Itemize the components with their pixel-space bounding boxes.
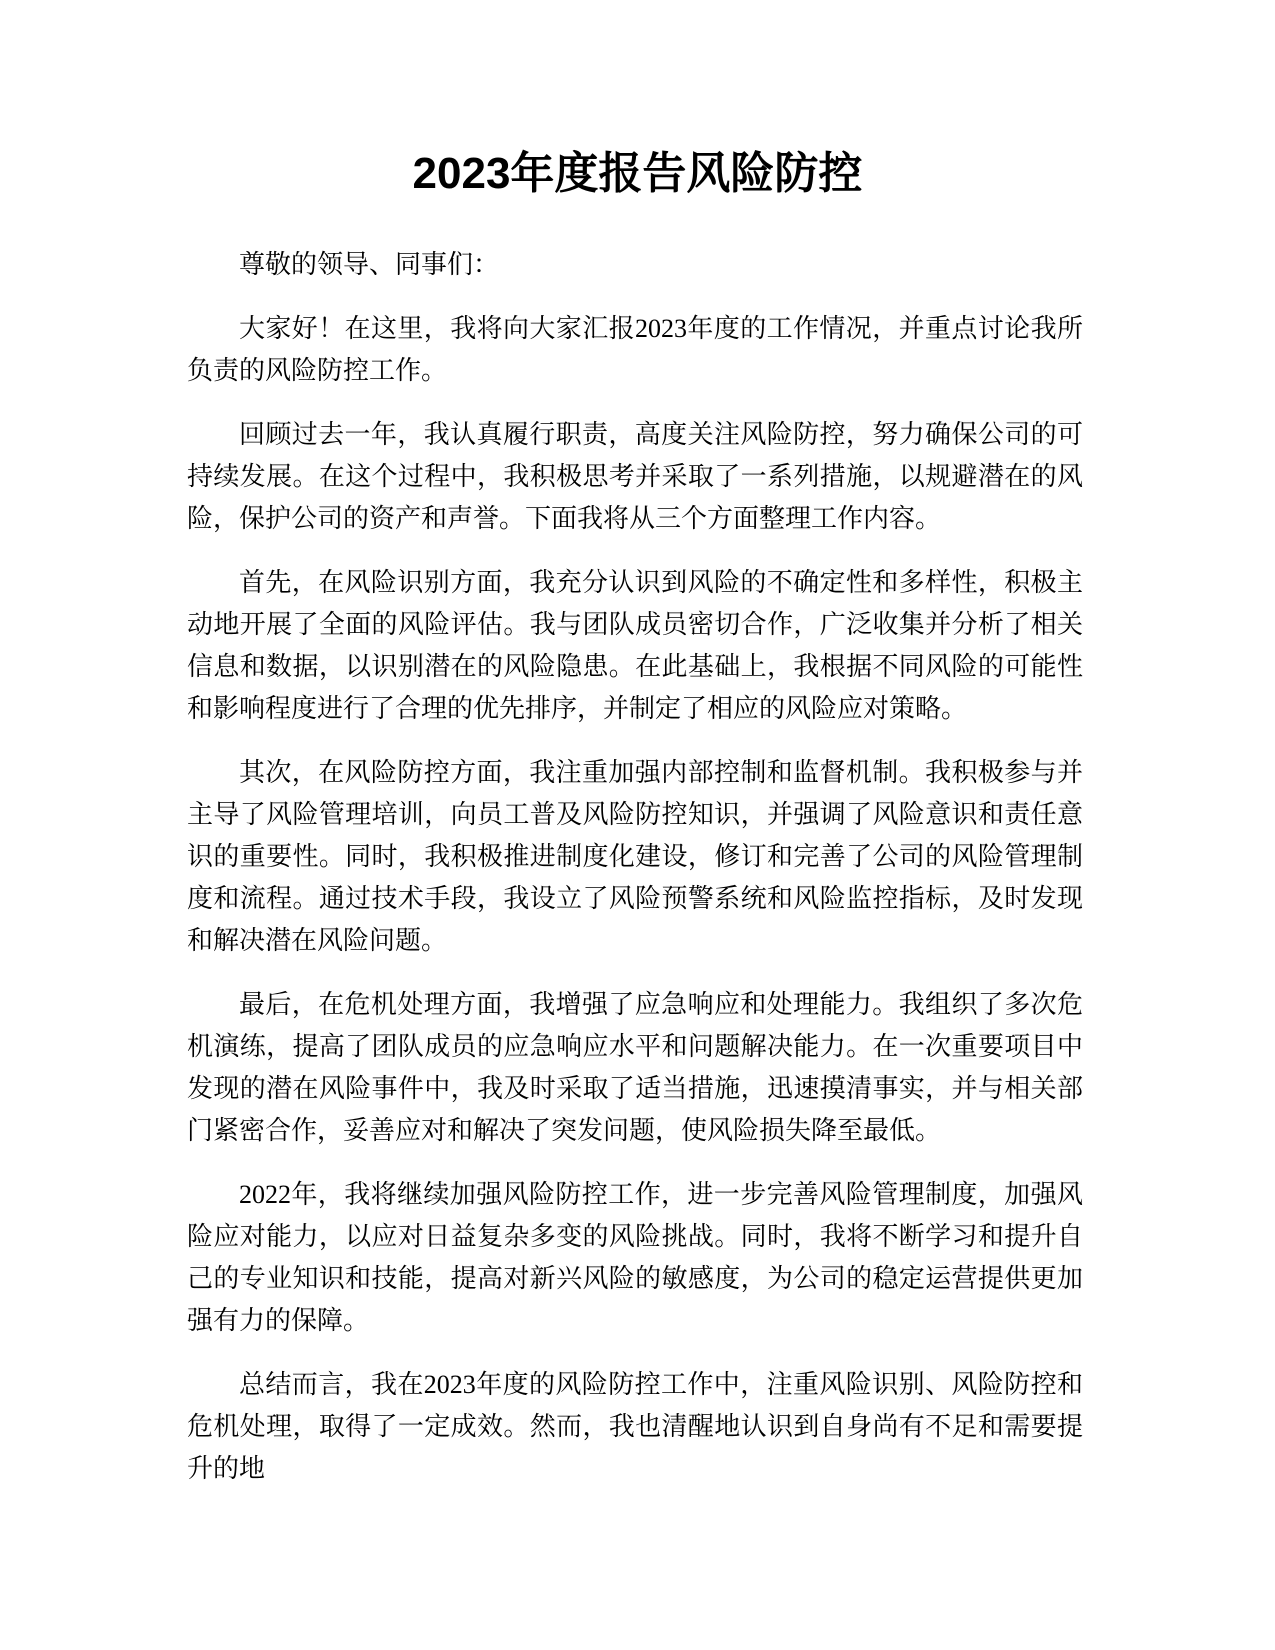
paragraph-plan: 2022年，我将继续加强风险防控工作，进一步完善风险管理制度，加强风险应对能力，以应对日益复杂多变的风险挑战。同时，我将不断学习和提升自己的专业知识和技能，提高对新兴风险的敏感度，为公司的稳定运营提供更加强有力的保障。 [187, 1180, 1083, 1335]
paragraph-greeting: 大家好！在这里，我将向大家汇报2023年度的工作情况，并重点讨论我所负责的风险防控工作。 [187, 314, 1083, 385]
paragraph-salutation: 尊敬的领导、同事们： [239, 250, 500, 279]
document-body [187, 244, 1083, 1512]
paragraph-summary: 总结而言，我在2023年度的风险防控工作中，注重风险识别、风险防控和危机处理，取得了一定成效。然而，我也清醒地认识到自身尚有不足和需要提升的地 [187, 1370, 1083, 1483]
paragraph-risk-identification: 首先，在风险识别方面，我充分认识到风险的不确定性和多样性，积极主动地开展了全面的风险评估。我与团队成员密切合作，广泛收集并分析了相关信息和数据，以识别潜在的风险隐患。在此基础上，我根据不同风险的可能性和影响程度进行了合理的优先排序，并制定了相应的风险应对策略。 [187, 568, 1083, 723]
paragraph-review: 回顾过去一年，我认真履行职责，高度关注风险防控，努力确保公司的可持续发展。在这个过程中，我积极思考并采取了一系列措施，以规避潜在的风险，保护公司的资产和声誉。下面我将从三个方面整理工作内容。 [187, 420, 1083, 533]
paragraph-crisis-handling: 最后，在危机处理方面，我增强了应急响应和处理能力。我组织了多次危机演练，提高了团队成员的应急响应水平和问题解决能力。在一次重要项目中发现的潜在风险事件中，我及时采取了适当措施，迅速摸清事实，并与相关部门紧密合作，妥善应对和解决了突发问题，使风险损失降至最低。 [187, 990, 1083, 1145]
paragraph-risk-control: 其次，在风险防控方面，我注重加强内部控制和监督机制。我积极参与并主导了风险管理培训，向员工普及风险防控知识，并强调了风险意识和责任意识的重要性。同时，我积极推进制度化建设，修订和完善了公司的风险管理制度和流程。通过技术手段，我设立了风险预警系统和风险监控指标，及时发现和解决潜在风险问题。 [187, 758, 1083, 955]
document-title: 2023年度报告风险防控 [412, 149, 863, 198]
